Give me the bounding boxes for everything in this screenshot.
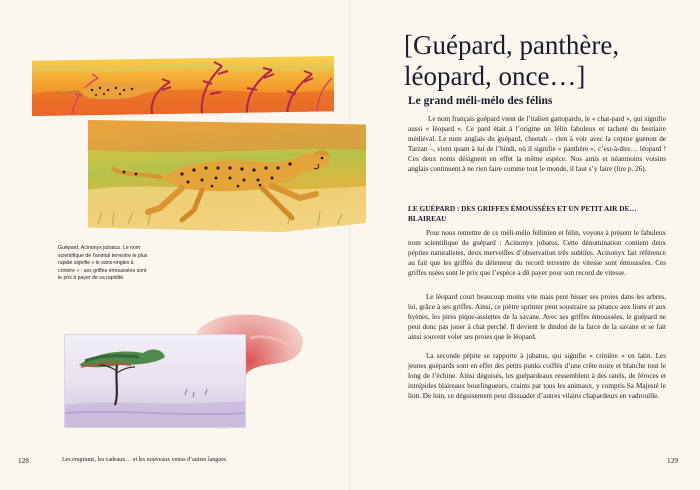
acacia-tree-art xyxy=(65,335,245,427)
page-number-right: 129 xyxy=(667,456,678,465)
illustration-acacia-tree xyxy=(64,334,246,428)
page-number-left: 128 xyxy=(18,456,29,465)
paragraph-leopard: Le léopard court beaucoup moins vite mais peut hisser ses proies dans les arbres, lui, grâce à ses griffes. Ainsi, ce piètre sprinter peut soustraire sa pitance aux lions et aux hyènes, les pires pique-assiettes de la savane. Avec ses griffes émoussées, le guépard ne peut donc pas jouer à chat perché. Il devient le dindon de la farce de la savane et se fait ainsi souvent voler ses proies que le léopard. xyxy=(408,293,666,341)
running-footer: Les emprunts, les cadeaux… et les nouveaux venus d’autres langues xyxy=(62,457,227,463)
illustration-savanna-top xyxy=(32,56,334,116)
illustration-running-cheetah xyxy=(88,120,366,232)
paragraph-acinonyx: Pour nous remettre de ce méli-mélo fellinien et félin, voyons à présent le fabuleux nom scientifique du guépard : Acinonyx jubatus. Cette dénomination contient deux pépites naturalistes, deux merveilles d’observation très subtiles. Acinonyx fait référence au fait que les griffes du détenteur du record terrestre de vitesse sont émoussées. Ces griffes usées sont le prix que l’espèce a dû payer pour son record de vitesse. xyxy=(408,229,666,277)
gutter xyxy=(349,0,351,490)
paragraph-jubatus: La seconde pépite se rapporte à jubatus, qui signifie « crinière » en latin. Les jeunes guépards sont en effet des petits punks coiffés d’une crête noire et blanche tout le long de l’échine. Ainsi déguisés, les guépardeaux ressemblent à des ratels, de féroces et intrépides blaireaux bourlingueurs, craints par tous les animaux, y compris Sa Majesté le lion. De loin, ce déguisement peut dissuader d’autres vilains chapardeurs en vadrouille. xyxy=(408,352,666,400)
illustration-caption: Guépard, Acinonyx jubatus. Le nom scientifique de l’animal terrestre le plus rapide signifie « le sans-ongles à crinière » : ses griffes émoussées sont le prix à payer de sa rapidité. xyxy=(58,245,148,282)
running-cheetah-art xyxy=(88,120,366,232)
page-subtitle: Le grand méli-mélo des félins xyxy=(408,95,553,107)
savanna-top-art xyxy=(32,56,334,116)
page-title: [Guépard, panthère, léopard, once…] xyxy=(404,30,620,91)
paragraph-intro: Le nom français guépard vient de l’italien gattopardo, le « chat-pard », qui signifie aussi « léopard ». Ce pard était à l’origine un félin fabuleux et tacheté du bestiaire médiéval. Le nom anglais du guépard, cheetah – rien à voir avec la copine guenon de Tarzan –, vient quant à lui de l’hindi, où il signifie « panthère », c’est-à-dire… léopard ! Ces deux noms désignent en effet la même espèce. Nos amis et néanmoins voisins anglais continuent à ne rien faire comme tout le monde, il faut s’y faire (lire p. 26). xyxy=(408,115,666,173)
section-heading: LE GUÉPARD : DES GRIFFES ÉMOUSSÉES ET UN PETIT AIR DE… BLAIREAU xyxy=(408,204,637,223)
